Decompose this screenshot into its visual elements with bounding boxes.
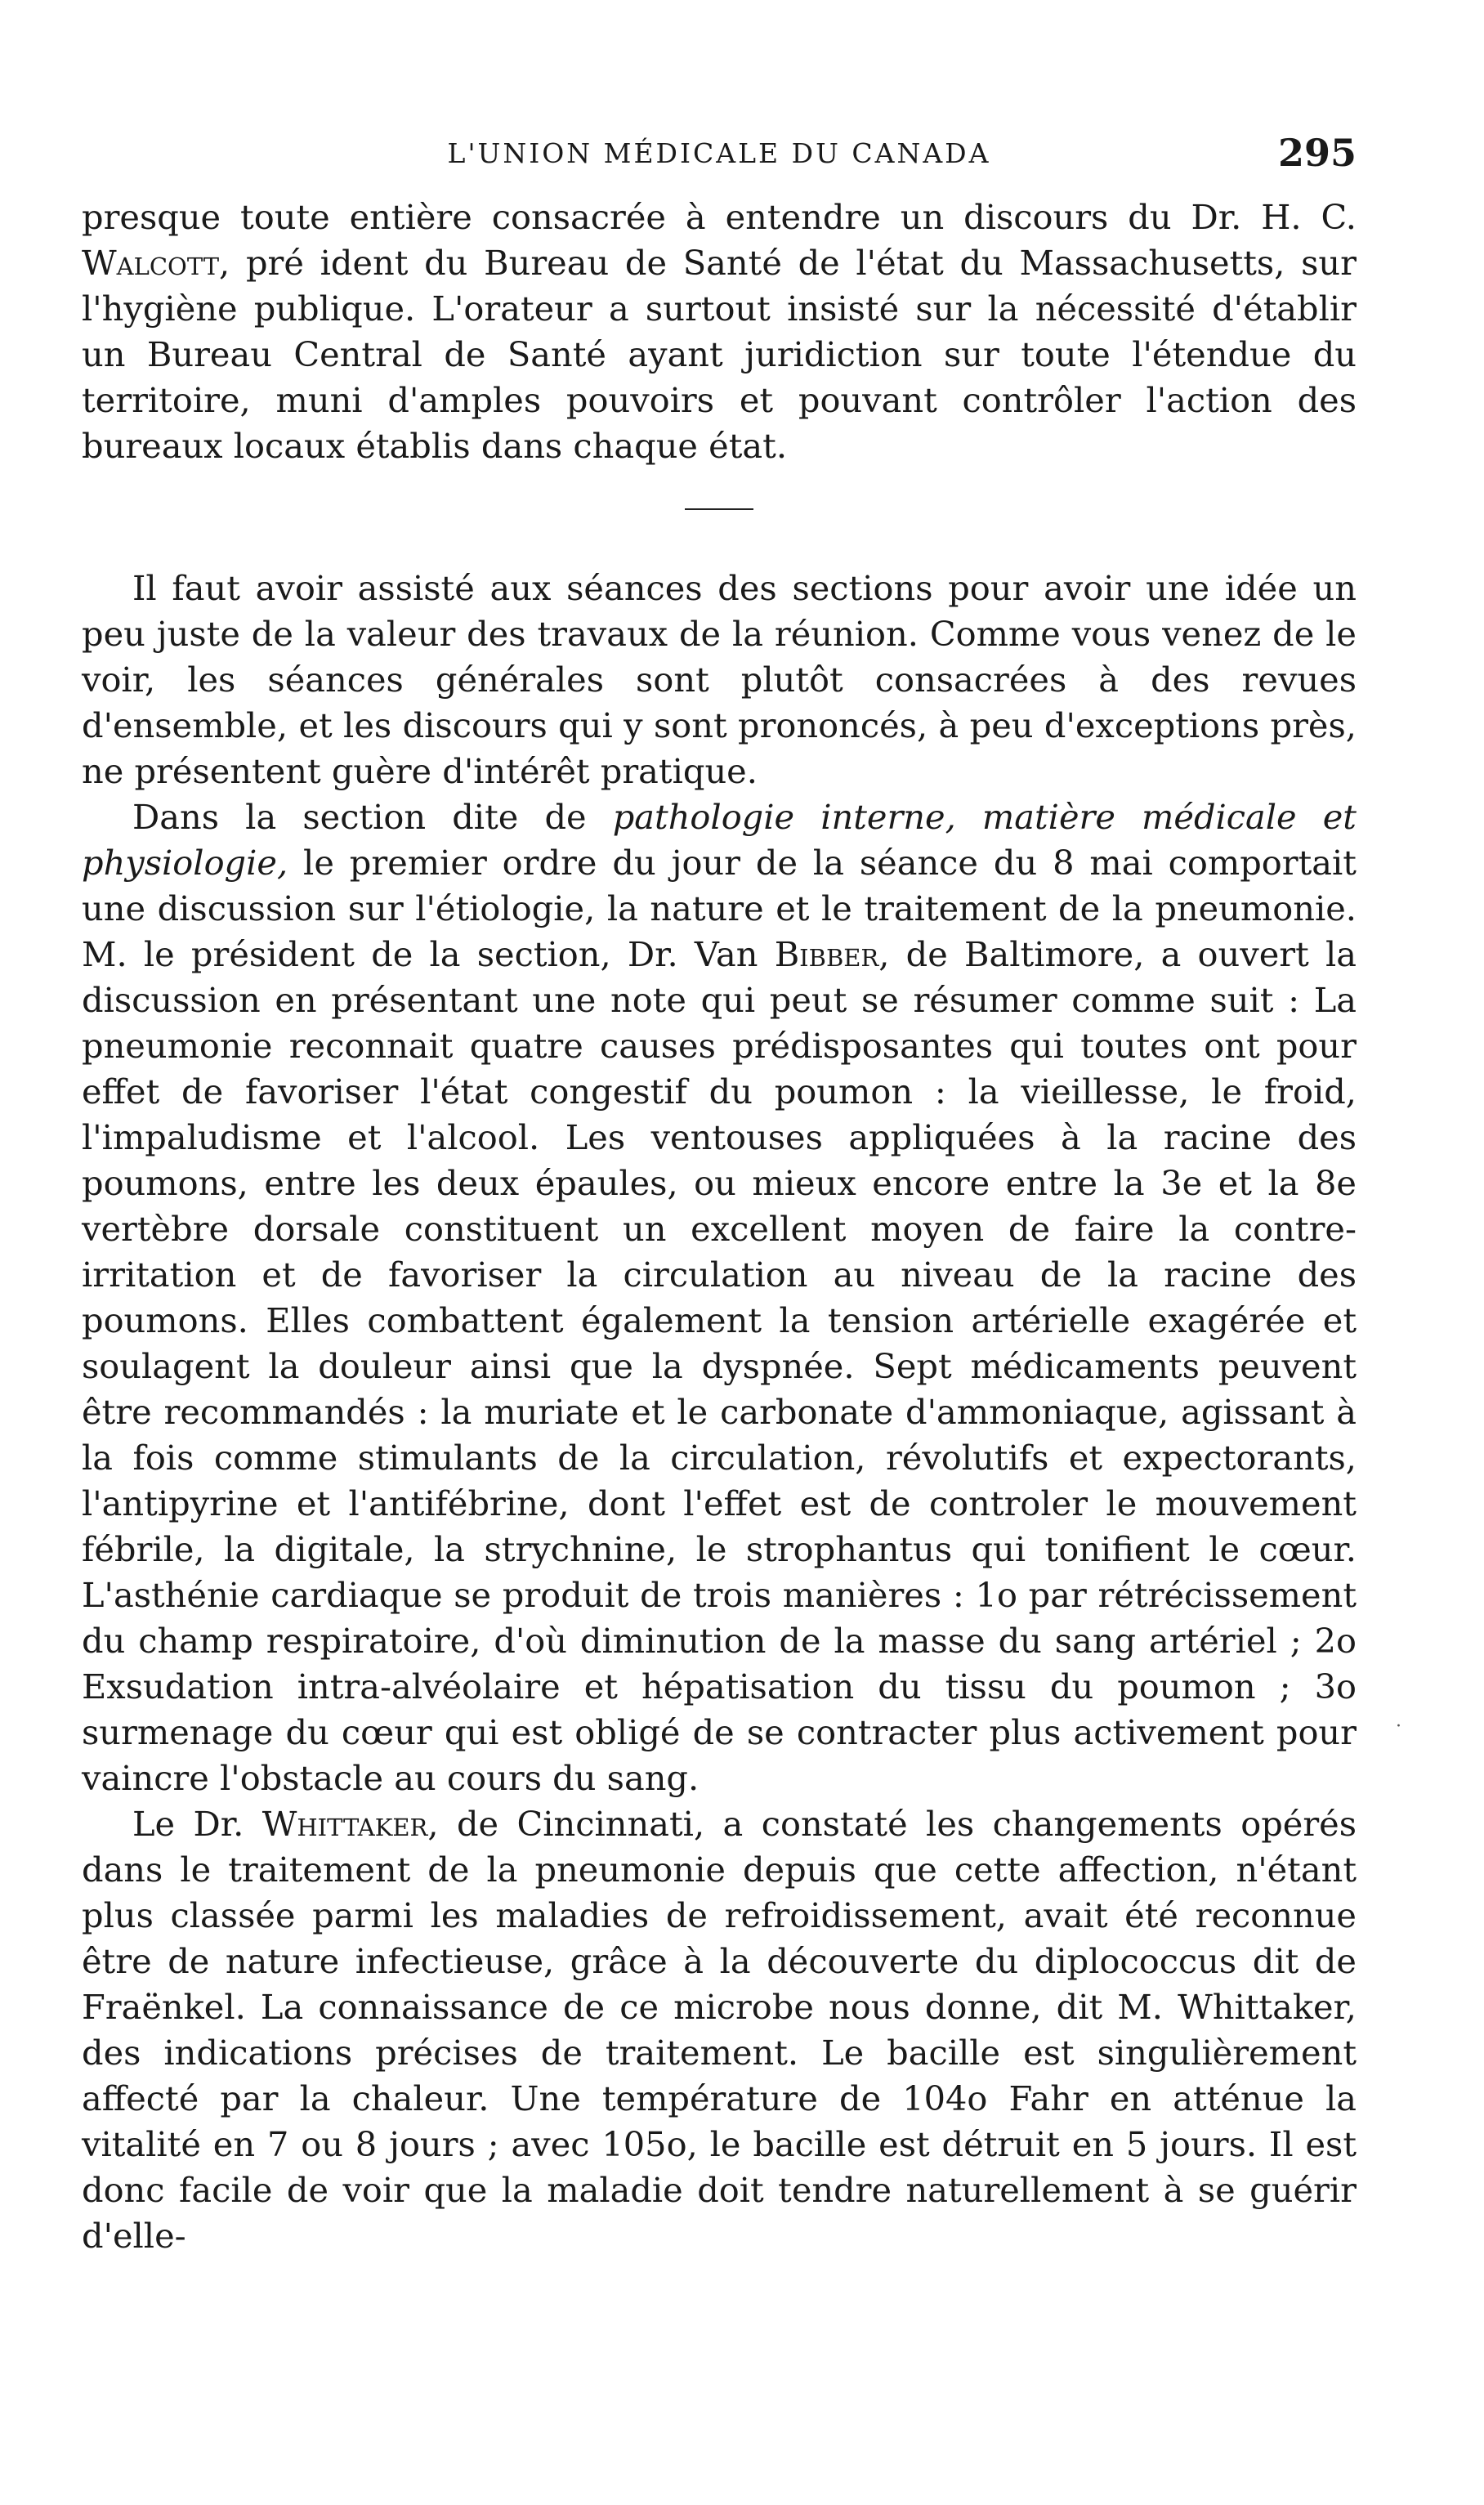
- paragraph-1-text-b: , pré ident du Bureau de Santé de l'état du Massachusetts, sur l'hygiène publique. L'orateur a surtout insisté sur la nécessité d'établir un Bureau Central de Santé ayant juridiction sur toute l'étendue du territoire, muni d'amples pouvoirs et pouvant contrôler l'action des bureaux locaux établis dans chaque état.: [82, 243, 1357, 466]
- paragraph-3-text-b: le premier ordre du jour de la séance du 8 mai comportait une discussion sur l'étiologie, la nature et le traitement de la pneumonie. M. le président de la section, Dr. Van: [82, 843, 1357, 974]
- person-name-whittaker: Whittaker: [261, 1804, 428, 1844]
- paragraph-3-text-c: , de Baltimore, a ouvert la discussion en présentant une note qui peut se résumer comme suit : La pneumonie reconnait quatre causes prédisposantes qui toutes ont pour effet de favoriser l'état congestif du poumon : la vieillesse, le froid, l'impaludisme et l'alcool. Les ventouses appliquées à la racine des poumons, entre les deux épaules, ou mieux encore entre la 3e et la 8e vertèbre dorsale constituent un excellent moyen de faire la contre-irritation et de favoriser la circulation au niveau de la racine des poumons. Elles combattent également la tension artérielle exagérée et soulagent la douleur ainsi que la dyspnée. Sept médicaments peuvent être recommandés : la muriate et le carbonate d'ammoniaque, agissant à la fois comme stimulants de la circulation, révolutifs et expectorants, l'antipyrine et l'antifébrine, dont l'effet est de controler le mouvement fébrile, la digitale, la strychnine, le strophantus qui tonifient le cœur. L'asthénie cardiaque se produit de trois manières : 1o par rétrécissement du champ respiratoire, d'où diminution de la masse du sang artériel ; 2o Exsudation intra-alvéolaire et hépatisation du tissu du poumon ; 3o surmenage du cœur qui est obligé de se contracter plus activement pour vaincre l'obstacle au cours du sang.: [82, 934, 1357, 1798]
- page-number: 295: [1277, 131, 1357, 175]
- page-header: [82, 131, 1357, 177]
- section-title-italic: pathologie interne, matière médicale et physiologie,: [82, 797, 1357, 883]
- paragraph-4: [82, 1801, 1357, 2259]
- paragraph-3-text-a: Dans la section dite de: [132, 797, 613, 837]
- person-name-bibber: Bibber: [774, 934, 879, 974]
- paragraph-1: [82, 195, 1357, 469]
- paragraph-4-text-b: , de Cincinnati, a constaté les changements opérés dans le traitement de la pneumonie depuis que cette affection, n'étant plus classée parmi les maladies de refroidissement, avait été reconnue être de nature infectieuse, grâce à la découverte du diplococcus dit de Fraënkel. La connaissance de ce microbe nous donne, dit M. Whittaker, des indications précises de traitement. Le bacille est singulièrement affecté par la chaleur. Une température de 104o Fahr en atténue la vitalité en 7 ou 8 jours ; avec 105o, le bacille est détruit en 5 jours. Il est donc facile de voir que la maladie doit tendre naturellement à se guérir d'elle-: [82, 1804, 1357, 2256]
- person-name-walcott: Walcott: [82, 243, 220, 283]
- section-separator: [685, 508, 753, 510]
- body-text: [82, 195, 1357, 2259]
- paragraph-2: Il faut avoir assisté aux séances des sections pour avoir une idée un peu juste de la valeur des travaux de la réunion. Comme vous venez de le voir, les séances générales sont plutôt consacrées à des revues d'ensemble, et les discours qui y sont prononcés, à peu d'exceptions près, ne présentent guère d'intérêt pratique.: [82, 568, 1357, 791]
- running-title: L'UNION MÉDICALE DU CANADA: [447, 137, 991, 169]
- paragraph-1-text-a: presque toute entière consacrée à entendre un discours du Dr. H. C.: [82, 197, 1357, 237]
- paragraph-4-text-a: Le Dr.: [132, 1804, 262, 1844]
- paragraph-3: [82, 794, 1357, 1801]
- margin-speck: ·: [1396, 1716, 1401, 1737]
